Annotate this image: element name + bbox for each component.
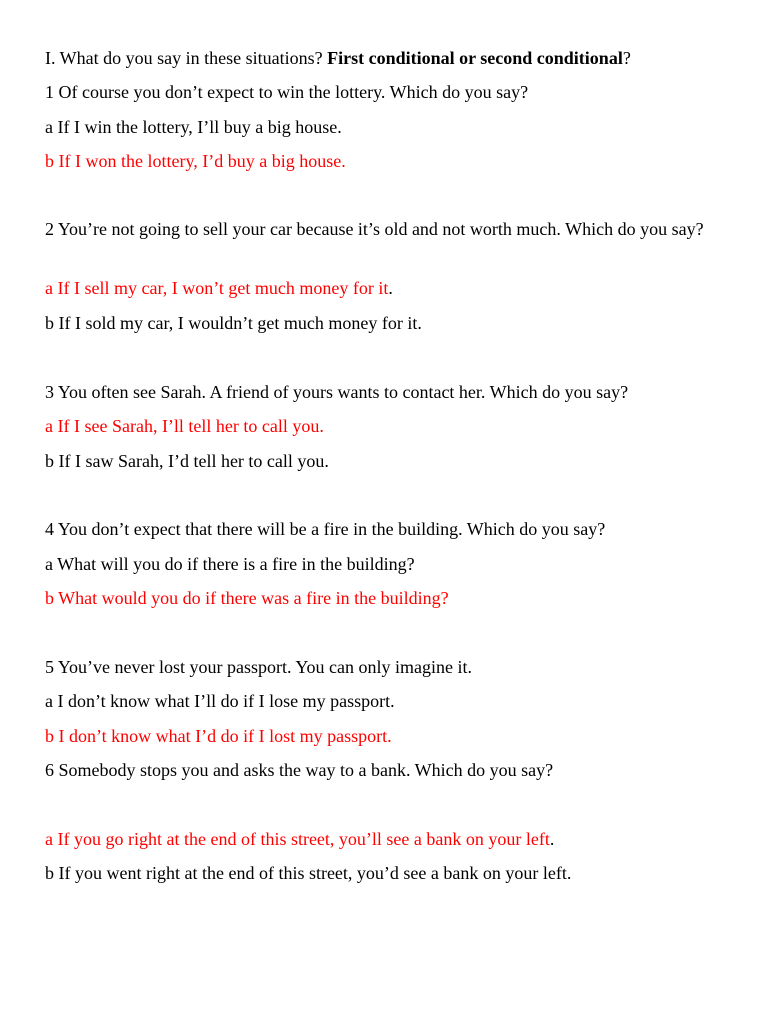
question-2-option-a-answer: a If I sell my car, I won’t get much money for it bbox=[45, 278, 389, 298]
question-3-prompt: 3 You often see Sarah. A friend of yours wants to contact her. Which do you say? bbox=[45, 382, 629, 402]
question-1-option-a: a If I win the lottery, I’ll buy a big house. bbox=[45, 117, 342, 137]
question-1-prompt: 1 Of course you don’t expect to win the lottery. Which do you say? bbox=[45, 82, 529, 102]
question-5-prompt: 5 You’ve never lost your passport. You can only imagine it. bbox=[45, 657, 472, 677]
heading-bold: First conditional or second conditional bbox=[327, 48, 623, 68]
question-6-option-b: b If you went right at the end of this street, you’d see a bank on your left. bbox=[45, 863, 572, 883]
heading-suffix: ? bbox=[622, 48, 631, 68]
heading-prefix: I. What do you say in these situations? bbox=[45, 48, 328, 68]
question-4-option-a: a What will you do if there is a fire in the building? bbox=[45, 554, 415, 574]
question-2-option-a-tail: . bbox=[388, 278, 393, 298]
question-4-option-b-answer: b What would you do if there was a fire in the building? bbox=[45, 588, 449, 608]
question-6-option-a-answer: a If you go right at the end of this street, you’ll see a bank on your left bbox=[45, 829, 550, 849]
question-6-option-a bbox=[45, 827, 715, 851]
question-2-option-b: b If I sold my car, I wouldn’t get much money for it. bbox=[45, 313, 422, 333]
question-3-option-b: b If I saw Sarah, I’d tell her to call you. bbox=[45, 451, 329, 471]
question-5-option-a: a I don’t know what I’ll do if I lose my passport. bbox=[45, 691, 395, 711]
question-6-prompt: 6 Somebody stops you and asks the way to a bank. Which do you say? bbox=[45, 760, 554, 780]
worksheet-heading bbox=[45, 46, 715, 70]
question-4-prompt: 4 You don’t expect that there will be a fire in the building. Which do you say? bbox=[45, 519, 606, 539]
question-6-option-a-tail: . bbox=[549, 829, 555, 849]
question-5-option-b-answer: b I don’t know what I’d do if I lost my passport. bbox=[45, 726, 392, 746]
question-1-option-b-answer: b If I won the lottery, I’d buy a big house. bbox=[45, 151, 346, 171]
question-2-option-a bbox=[45, 276, 715, 300]
question-2-prompt: 2 You’re not going to sell your car because it’s old and not worth much. Which do you say? bbox=[45, 219, 704, 239]
question-3-option-a-answer: a If I see Sarah, I’ll tell her to call you. bbox=[45, 416, 324, 436]
